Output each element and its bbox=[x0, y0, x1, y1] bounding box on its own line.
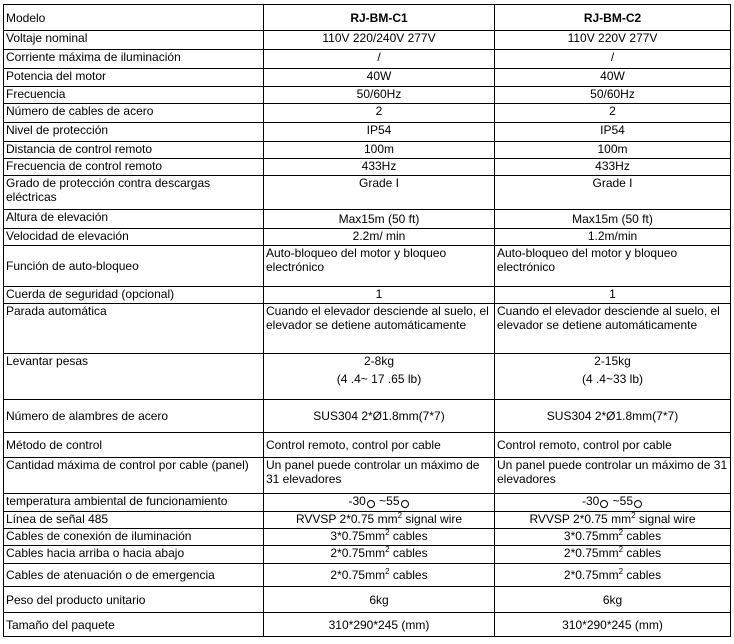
value-suffix: signal wire bbox=[635, 512, 696, 526]
table-row bbox=[4, 458, 731, 494]
row-value-2: Cuando el elevador desciende al suelo, el elevador se detiene automáticamente bbox=[495, 304, 731, 354]
row-label: Cables de atenuación o de emergencia bbox=[4, 564, 264, 587]
row-value-2: 40W bbox=[495, 69, 731, 87]
row-label: Velocidad de elevación bbox=[4, 229, 264, 246]
superscript: 2 bbox=[385, 528, 390, 537]
row-value-1: 110V 220/240V 277V bbox=[264, 31, 495, 50]
superscript: 2 bbox=[385, 545, 390, 554]
row-label: Distancia de control remoto bbox=[4, 142, 264, 159]
header-model-1: RJ-BM-C1 bbox=[264, 5, 495, 31]
row-label: Levantar pesas bbox=[4, 354, 264, 400]
row-value-1: IP54 bbox=[264, 123, 495, 142]
header-row bbox=[4, 5, 731, 31]
row-value-1: Auto-bloqueo del motor y bloqueo electrónico bbox=[264, 246, 495, 287]
table-row bbox=[4, 142, 731, 159]
table-row bbox=[4, 433, 731, 458]
row-value-1: Un panel puede controlar un máximo de 31 elevadores bbox=[264, 458, 495, 494]
header-label: Modelo bbox=[4, 5, 264, 31]
value-text: 3*0.75mm bbox=[330, 529, 386, 543]
row-value-1: Max15m (50 ft) bbox=[264, 210, 495, 229]
row-value-2: 110V 220V 277V bbox=[495, 31, 731, 50]
table-row bbox=[4, 176, 731, 210]
table-row bbox=[4, 287, 731, 304]
row-value-2: Grade I bbox=[495, 176, 731, 210]
row-label: Cables de conexión de iluminación bbox=[4, 529, 264, 546]
row-value-1 bbox=[264, 512, 495, 529]
row-label: Cantidad máxima de control por cable (panel) bbox=[4, 458, 264, 494]
row-value-1: 310*290*245 (mm) bbox=[264, 613, 495, 637]
row-label: Frecuencia de control remoto bbox=[4, 159, 264, 176]
value-suffix: cables bbox=[389, 568, 428, 582]
table-row bbox=[4, 564, 731, 587]
table-row bbox=[4, 529, 731, 546]
value-suffix: cables bbox=[389, 546, 428, 560]
row-value-1: / bbox=[264, 50, 495, 69]
table-row bbox=[4, 354, 731, 400]
row-value-1 bbox=[264, 494, 495, 512]
table-row bbox=[4, 546, 731, 564]
table-row bbox=[4, 69, 731, 87]
table-row bbox=[4, 613, 731, 637]
temp-max: ~55 bbox=[609, 494, 634, 508]
row-value-2: 2 bbox=[495, 104, 731, 123]
row-value-2: 433Hz bbox=[495, 159, 731, 176]
row-label: Cuerda de seguridad (opcional) bbox=[4, 287, 264, 304]
row-value-2 bbox=[495, 494, 731, 512]
superscript: 2 bbox=[631, 511, 636, 520]
degree-icon bbox=[600, 500, 608, 508]
row-value-2: Auto-bloqueo del motor y bloqueo electrónico bbox=[495, 246, 731, 287]
table-row bbox=[4, 31, 731, 50]
temp-min: -30 bbox=[348, 494, 366, 508]
row-value-2: / bbox=[495, 50, 731, 69]
value-suffix: signal wire bbox=[402, 512, 463, 526]
value-suffix: cables bbox=[389, 529, 428, 543]
row-value-1: 433Hz bbox=[264, 159, 495, 176]
row-value-1: 40W bbox=[264, 69, 495, 87]
row-value-1 bbox=[264, 529, 495, 546]
row-value-2: 1 bbox=[495, 287, 731, 304]
row-value-1: 2 bbox=[264, 104, 495, 123]
value-text: 3*0.75mm bbox=[563, 529, 619, 543]
row-value-2 bbox=[495, 512, 731, 529]
row-label: Tamaño del paquete bbox=[4, 613, 264, 637]
row-value-1: 6kg bbox=[264, 587, 495, 613]
weight-range-lb: (4 .4~ 17 .65 lb) bbox=[336, 372, 422, 386]
row-label: Altura de elevación bbox=[4, 210, 264, 229]
row-value-2: 50/60Hz bbox=[495, 87, 731, 104]
row-value-1: Grade I bbox=[264, 176, 495, 210]
value-text: 2*0.75mm bbox=[563, 568, 619, 582]
row-label: Número de alambres de acero bbox=[4, 400, 264, 433]
table-row bbox=[4, 123, 731, 142]
degree-icon bbox=[634, 500, 642, 508]
row-value-2 bbox=[495, 529, 731, 546]
row-value-1: SUS304 2*Ø1.8mm(7*7) bbox=[264, 400, 495, 433]
row-value-1: 100m bbox=[264, 142, 495, 159]
value-text: 2*0.75mm bbox=[330, 568, 386, 582]
row-label: Corriente máxima de iluminación bbox=[4, 50, 264, 69]
row-label: Método de control bbox=[4, 433, 264, 458]
row-value-2: 6kg bbox=[495, 587, 731, 613]
value-text: RVVSP 2*0.75 mm bbox=[529, 512, 632, 526]
row-label: Cables hacia arriba o hacia abajo bbox=[4, 546, 264, 564]
row-label: Voltaje nominal bbox=[4, 31, 264, 50]
table-row bbox=[4, 87, 731, 104]
value-text: 2*0.75mm bbox=[330, 546, 386, 560]
degree-icon bbox=[401, 500, 409, 508]
superscript: 2 bbox=[385, 567, 390, 576]
row-value-2 bbox=[495, 546, 731, 564]
row-label: Línea de señal 485 bbox=[4, 512, 264, 529]
table-row bbox=[4, 210, 731, 229]
table-row bbox=[4, 104, 731, 123]
table-row bbox=[4, 400, 731, 433]
row-label: Grado de protección contra descargas eléctricas bbox=[4, 176, 264, 210]
table-row bbox=[4, 229, 731, 246]
table-row bbox=[4, 587, 731, 613]
value-suffix: cables bbox=[623, 568, 662, 582]
row-value-1: Control remoto, control por cable bbox=[264, 433, 495, 458]
superscript: 2 bbox=[397, 511, 403, 520]
table-row bbox=[4, 246, 731, 287]
row-label: Frecuencia bbox=[4, 87, 264, 104]
row-value-1: Cuando el elevador desciende al suelo, el elevador se detiene automáticamente bbox=[264, 304, 495, 354]
spec-table bbox=[3, 4, 731, 637]
row-value-1: 50/60Hz bbox=[264, 87, 495, 104]
table-row bbox=[4, 50, 731, 69]
header-model-2: RJ-BM-C2 bbox=[495, 5, 731, 31]
row-value-2 bbox=[495, 354, 731, 400]
row-value-2: 1.2m/min bbox=[495, 229, 731, 246]
superscript: 2 bbox=[618, 567, 624, 576]
row-value-2: 310*290*245 (mm) bbox=[495, 613, 731, 637]
row-label: Función de auto-bloqueo bbox=[4, 246, 264, 287]
table-row bbox=[4, 159, 731, 176]
row-value-2: 100m bbox=[495, 142, 731, 159]
table-row bbox=[4, 304, 731, 354]
temp-min: -30 bbox=[581, 494, 600, 508]
degree-icon bbox=[367, 500, 375, 508]
superscript: 2 bbox=[618, 545, 624, 554]
weight-range: 2-8kg bbox=[363, 354, 395, 368]
row-label: Peso del producto unitario bbox=[4, 587, 264, 613]
row-value-2: Un panel puede controlar un máximo de 31 elevadores bbox=[495, 458, 731, 494]
weight-range: 2-15kg bbox=[594, 354, 631, 368]
row-value-2: Max15m (50 ft) bbox=[495, 210, 731, 229]
value-text: 2*0.75mm bbox=[563, 546, 619, 560]
value-suffix: cables bbox=[623, 529, 662, 543]
value-text: RVVSP 2*0.75 mm bbox=[295, 512, 398, 526]
row-value-2: IP54 bbox=[495, 123, 731, 142]
row-label: Potencia del motor bbox=[4, 69, 264, 87]
row-value-1 bbox=[264, 354, 495, 400]
row-value-1: 2.2m/ min bbox=[264, 229, 495, 246]
row-label: temperatura ambiental de funcionamiento bbox=[4, 494, 264, 512]
table-row bbox=[4, 494, 731, 512]
row-value-2 bbox=[495, 564, 731, 587]
row-value-1 bbox=[264, 564, 495, 587]
value-suffix: cables bbox=[623, 546, 662, 560]
row-label: Nivel de protección bbox=[4, 123, 264, 142]
row-value-1 bbox=[264, 546, 495, 564]
row-value-1: 1 bbox=[264, 287, 495, 304]
superscript: 2 bbox=[618, 528, 624, 537]
row-value-2: Control remoto, control por cable bbox=[495, 433, 731, 458]
temp-max: ~55 bbox=[375, 494, 400, 508]
row-label: Número de cables de acero bbox=[4, 104, 264, 123]
table-row bbox=[4, 512, 731, 529]
row-label: Parada automática bbox=[4, 304, 264, 354]
row-value-2: SUS304 2*Ø1.8mm(7*7) bbox=[495, 400, 731, 433]
weight-range-lb: (4 .4~33 lb) bbox=[581, 372, 644, 386]
